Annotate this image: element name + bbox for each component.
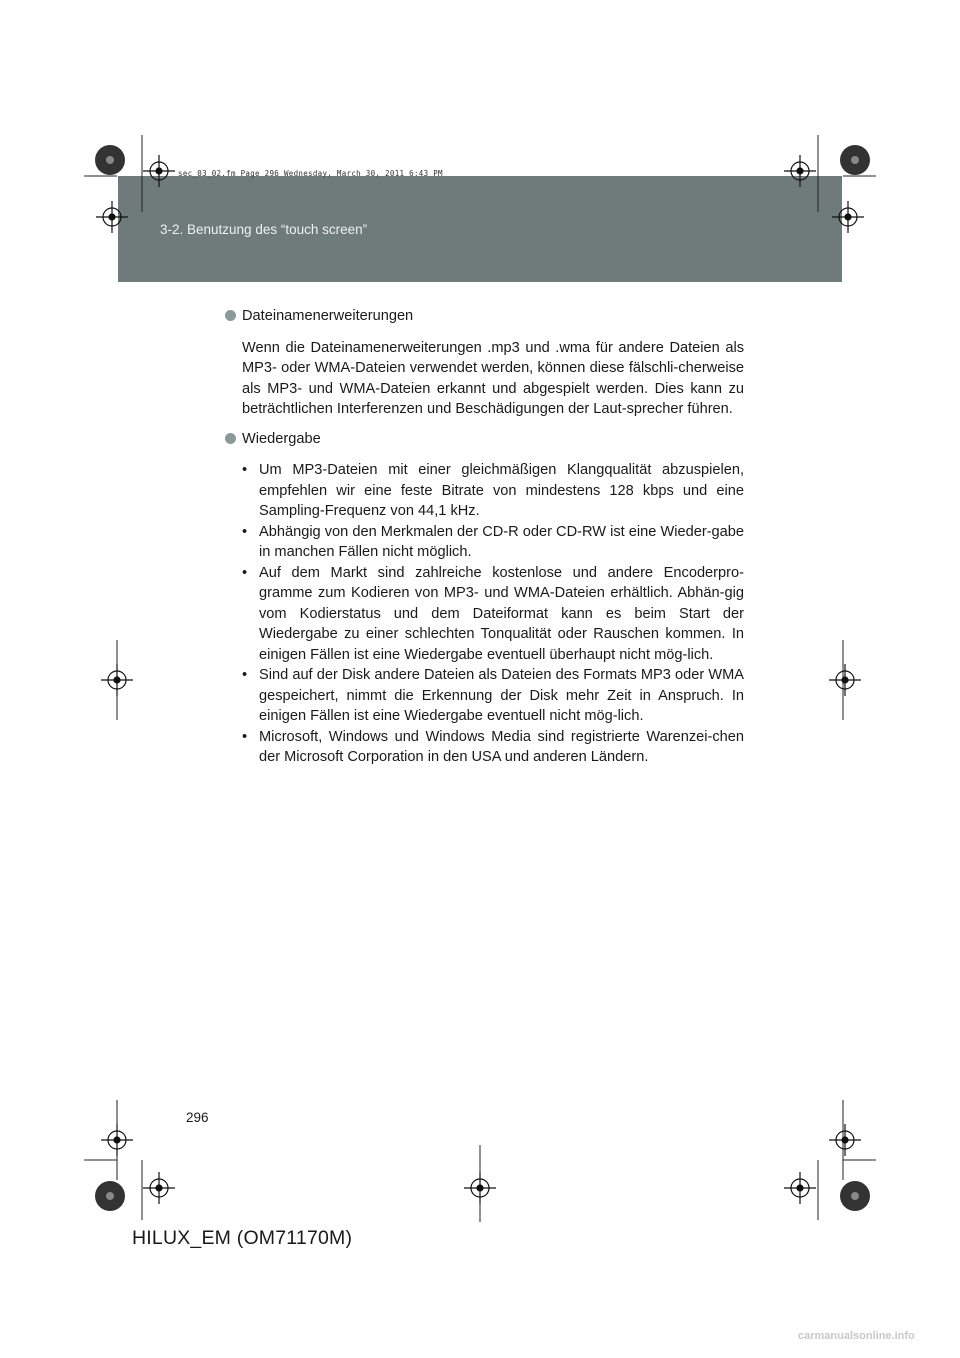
bullet-glyph: • bbox=[242, 462, 248, 478]
list-item: • Auf dem Markt sind zahlreiche kostenlose und andere Encoderpro-gramme zum Kodieren von MP3- und WMA-Dateien erhältlich. Abhän-gig vom Kodierstatus und dem Dateiformat kann es beim Start der Wiedergabe zu einer schlechten Tonqualität oder Rauschen kommen. In einigen Fällen ist eine Wiedergabe eventuell überhaupt nicht mög-lich. bbox=[242, 564, 744, 663]
file-stamp: sec_03_02.fm Page 296 Wednesday, March 30, 2011 6:43 PM bbox=[178, 169, 443, 178]
page-number: 296 bbox=[186, 1110, 209, 1125]
section-paragraph: Wenn die Dateinamenerweiterungen .mp3 und .wma für andere Dateien als MP3- oder WMA-Dateien verwendet werden, können diese fälschli-cherweise als MP3- und WMA-Dateien erkannt und abgespielt werden. Dies kann zu beträchtlichen Interferenzen und Beschädigungen der Laut-sprecher führen. bbox=[242, 339, 744, 417]
watermark: carmanualsonline.info bbox=[798, 1330, 915, 1342]
section-heading-dateinamenerweiterungen bbox=[224, 306, 744, 327]
section-heading-text: Dateinamenerweiterungen bbox=[242, 308, 414, 324]
list-item: • Microsoft, Windows und Windows Media sind registrierte Warenzei-chen der Microsoft Corporation in den USA und anderen Ländern. bbox=[242, 728, 744, 765]
bullet-glyph: • bbox=[242, 523, 248, 540]
section-heading-text: Wiedergabe bbox=[242, 430, 321, 447]
bullet-dot-icon bbox=[225, 433, 236, 444]
wiedergabe-list bbox=[242, 460, 744, 768]
footer-model-code: HILUX_EM (OM71170M) bbox=[132, 1227, 353, 1249]
bullet-dot-icon bbox=[225, 310, 236, 321]
section-heading-wiedergabe bbox=[224, 429, 744, 450]
list-item: • Abhängig von den Merkmalen der CD-R oder CD-RW ist eine Wieder-gabe in manchen Fällen nicht möglich. bbox=[242, 523, 744, 560]
section-title: 3-2. Benutzung des “touch screen” bbox=[160, 222, 368, 237]
list-item: • Sind auf der Disk andere Dateien als Dateien des Formats MP3 oder WMA gespeichert, nimmt die Erkennung der Disk mehr Zeit in Anspruch. In einigen Fällen ist eine Wiedergabe eventuell nicht mög-lich. bbox=[242, 667, 744, 724]
bullet-glyph: • bbox=[242, 667, 248, 683]
bullet-glyph: • bbox=[242, 728, 248, 745]
bullet-glyph: • bbox=[242, 564, 248, 581]
list-item: • Um MP3-Dateien mit einer gleichmäßigen Klangqualität abzuspielen, empfehlen wir eine feste Bitrate von mindestens 128 kbps und eine Sampling-Frequenz von 44,1 kHz. bbox=[242, 462, 744, 519]
main-content bbox=[224, 306, 744, 768]
